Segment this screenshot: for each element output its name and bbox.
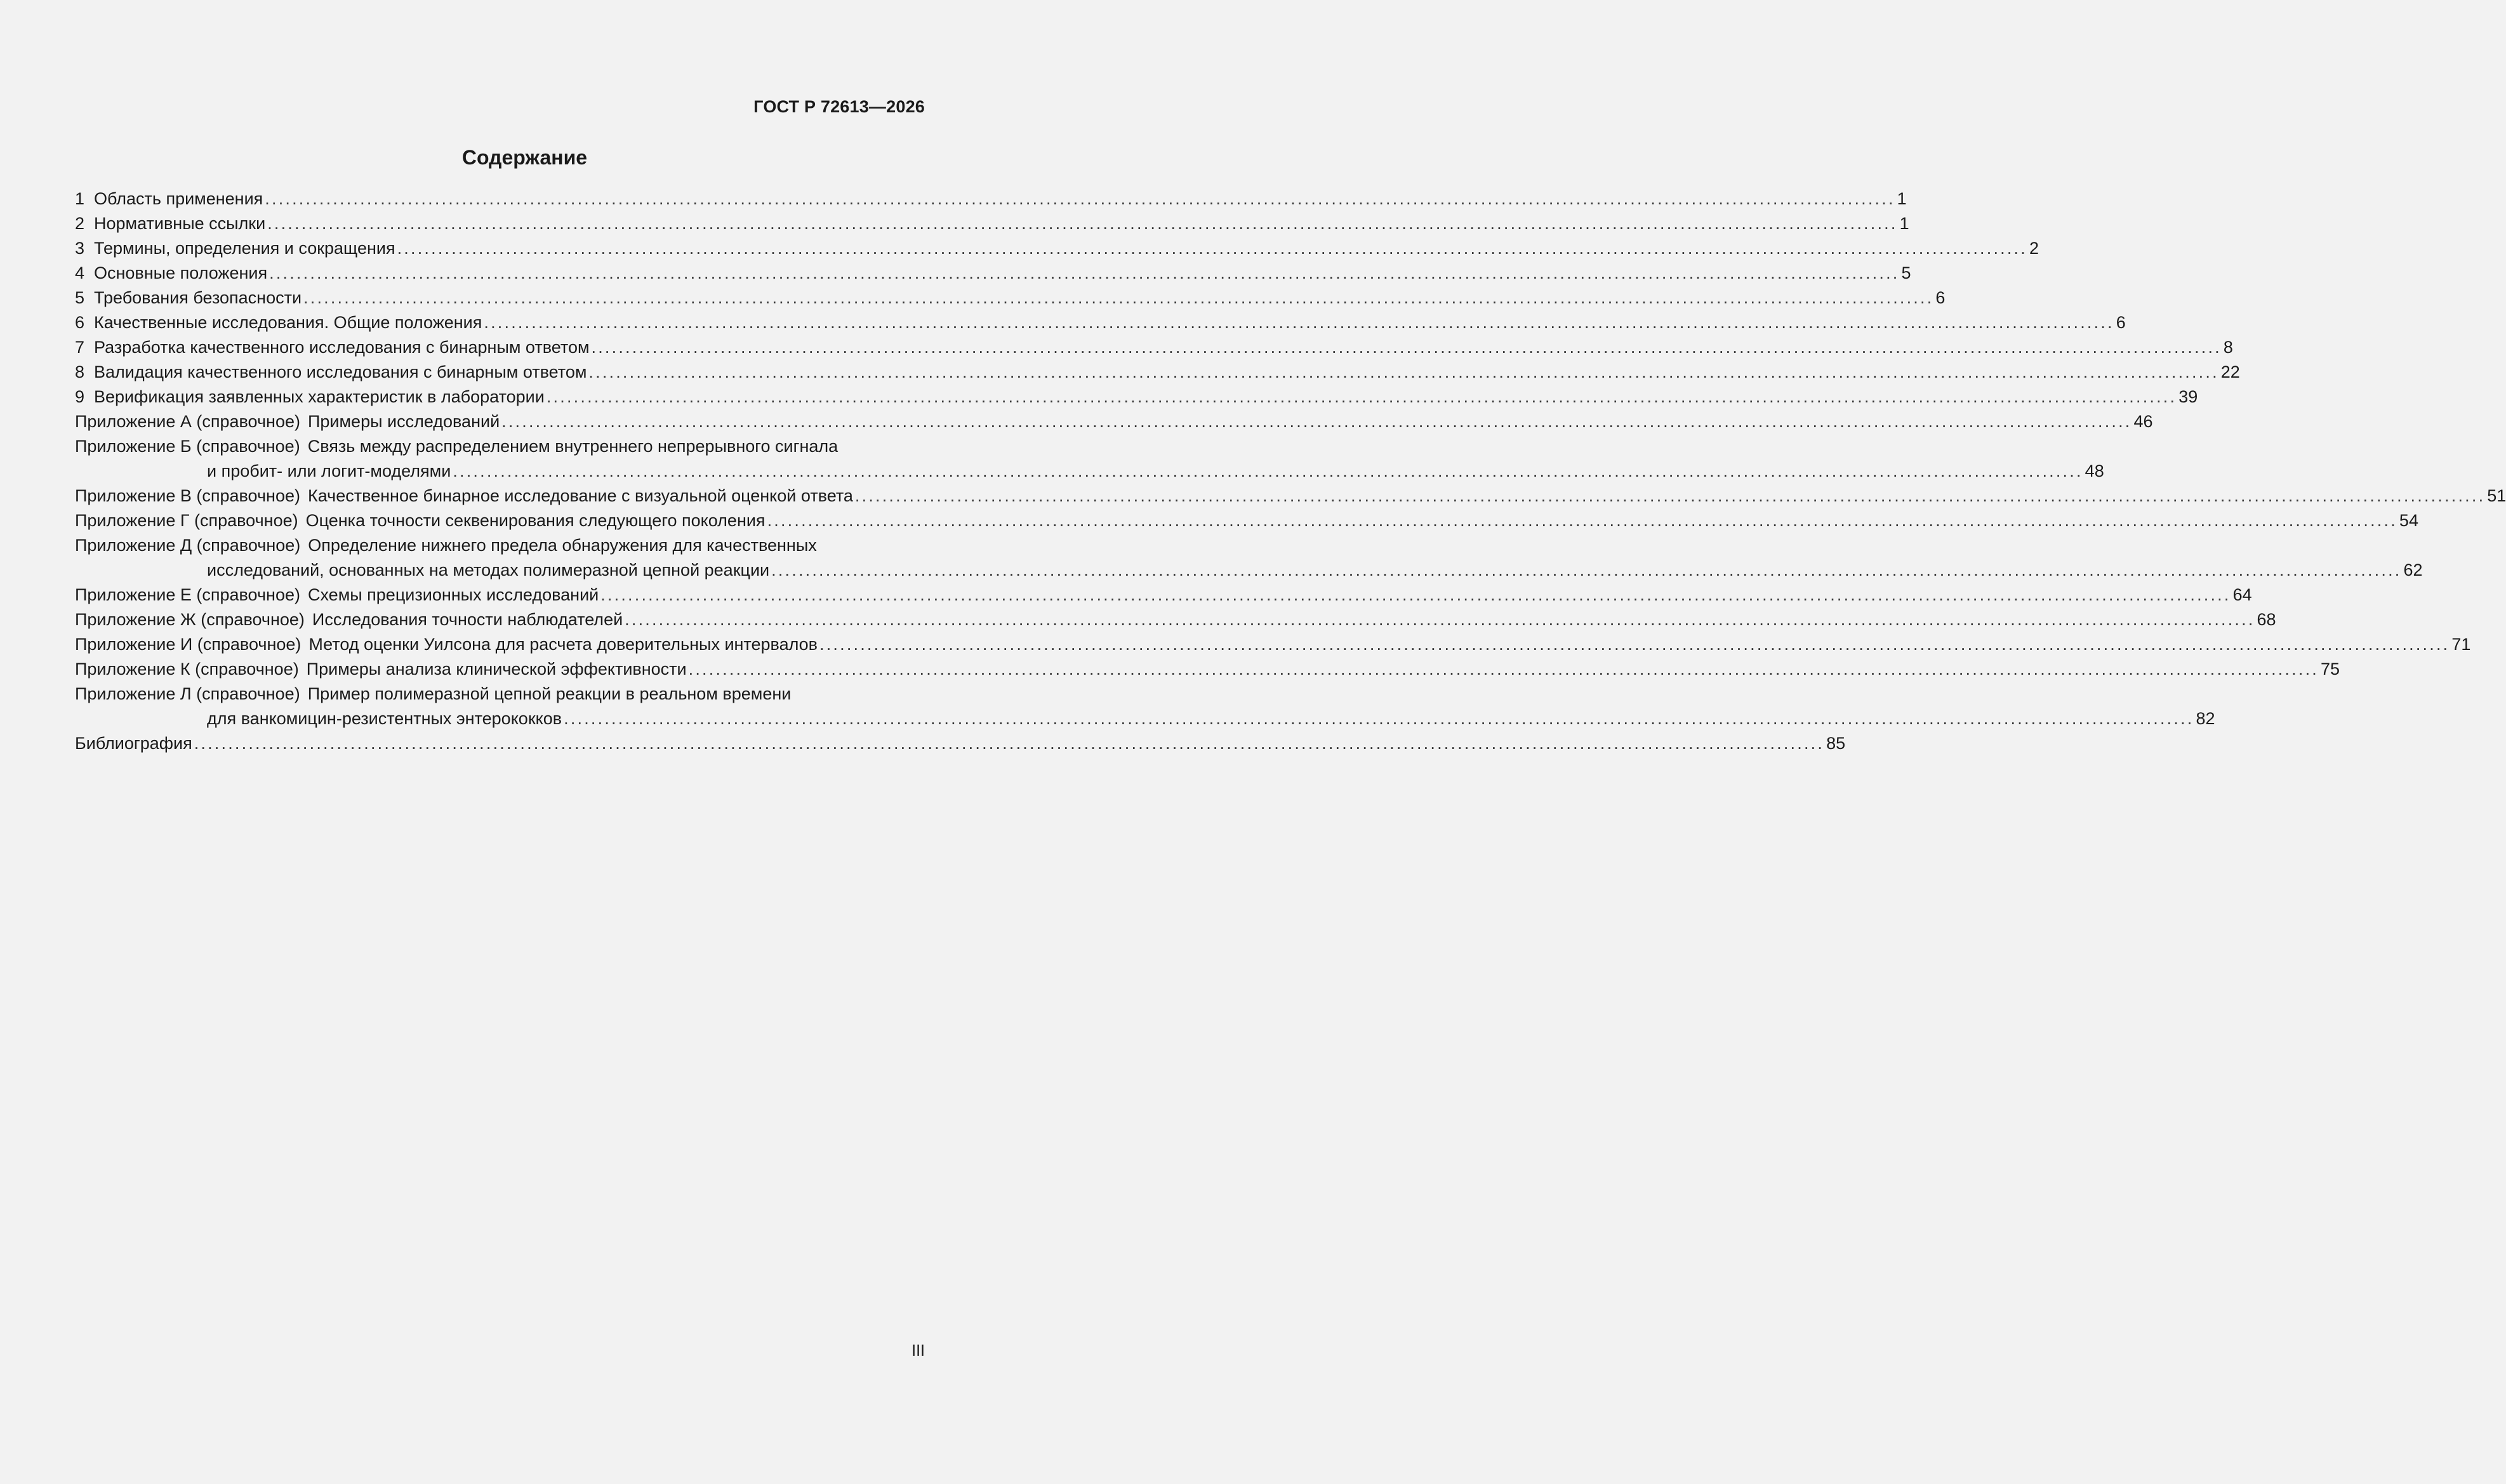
toc-entry-title: Основные положения <box>94 263 268 282</box>
toc-entry-title: Нормативные ссылки <box>94 214 266 233</box>
appendix-label: Приложение Д (справочное) <box>75 536 301 555</box>
toc-entry[interactable] <box>75 187 1907 211</box>
toc-appendix-entry[interactable] <box>75 632 2471 657</box>
dot-leader: ................................................................................................................................................................................................................................................ <box>688 659 2319 679</box>
toc-appendix-continuation[interactable] <box>75 558 2423 583</box>
appendix-label: Приложение Л (справочное) <box>75 684 300 703</box>
dot-leader: ................................................................................................................................................................................................................................................ <box>265 189 1895 208</box>
appendix-title-continuation: исследований, основанных на методах полимеразной цепной реакции <box>207 560 770 580</box>
toc-appendix-entry[interactable] <box>75 657 2340 682</box>
toc-appendix-entry[interactable] <box>75 508 2418 533</box>
toc-entry[interactable] <box>75 286 1946 310</box>
appendix-page: 48 <box>2085 461 2104 480</box>
appendix-title: Метод оценки Уилсона для расчета доверительных интервалов <box>308 635 818 654</box>
toc-entry-page: 2 <box>2029 239 2039 258</box>
toc-entry-title: Валидация качественного исследования с бинарным ответом <box>94 362 587 381</box>
dot-leader: ................................................................................................................................................................................................................................................ <box>771 560 2402 580</box>
toc-entry-page: 1 <box>1899 214 1909 233</box>
appendix-label: Приложение Е (справочное) <box>75 585 300 604</box>
appendix-title: Оценка точности секвенирования следующего поколения <box>305 511 766 530</box>
appendix-page: 51 <box>2487 486 2506 505</box>
appendix-page: 64 <box>2232 585 2252 604</box>
toc-entry-page: 6 <box>2116 313 2126 332</box>
dot-leader: ................................................................................................................................................................................................................................................ <box>591 338 2222 357</box>
appendix-page: 75 <box>2321 659 2340 679</box>
toc-entry-number: 7 <box>75 338 85 357</box>
appendix-page: 82 <box>2196 709 2215 728</box>
dot-leader: ................................................................................................................................................................................................................................................ <box>501 412 2132 431</box>
dot-leader: ................................................................................................................................................................................................................................................ <box>600 585 2231 604</box>
toc-entry-number: 1 <box>75 189 85 208</box>
toc-appendix-continuation[interactable] <box>75 706 2215 731</box>
appendix-title-continuation: и пробит- или логит-моделями <box>207 461 451 480</box>
toc-entry-page: 22 <box>2220 362 2240 381</box>
toc-entry-number: 2 <box>75 214 85 233</box>
appendix-page: 54 <box>2399 511 2418 530</box>
dot-leader: ................................................................................................................................................................................................................................................ <box>267 214 1898 233</box>
toc-entry[interactable] <box>75 360 2240 385</box>
appendix-title: Исследования точности наблюдателей <box>312 610 623 629</box>
dot-leader: ................................................................................................................................................................................................................................................ <box>269 263 1900 282</box>
document-code: ГОСТ Р 72613—2026 <box>753 97 925 116</box>
toc-appendix-entry[interactable] <box>75 583 2252 607</box>
toc-entry-page: 8 <box>2223 338 2233 357</box>
toc-entry-title: Разработка качественного исследования с бинарным ответом <box>94 338 590 357</box>
appendix-label: Приложение А (справочное) <box>75 412 300 431</box>
table-of-contents <box>75 187 2506 756</box>
appendix-title: Схемы прецизионных исследований <box>307 585 599 604</box>
toc-entry-page: 1 <box>1897 189 1907 208</box>
toc-appendix-entry[interactable] <box>75 607 2276 632</box>
toc-entry-page: 5 <box>1901 263 1911 282</box>
toc-entry[interactable] <box>75 261 1911 286</box>
appendix-title: Примеры исследований <box>307 412 500 431</box>
toc-entry-page: 6 <box>1935 288 1946 307</box>
appendix-label: Приложение В (справочное) <box>75 486 300 505</box>
toc-entry[interactable] <box>75 211 1909 236</box>
toc-appendix-entry[interactable] <box>75 409 2153 434</box>
toc-entry-number: 8 <box>75 362 85 381</box>
dot-leader: ................................................................................................................................................................................................................................................ <box>767 511 2397 530</box>
appendix-page: 68 <box>2257 610 2276 629</box>
appendix-title-continuation: для ванкомицин-резистентных энтерококков <box>207 709 562 728</box>
appendix-label: Приложение Ж (справочное) <box>75 610 305 629</box>
toc-bibliography-entry[interactable] <box>75 731 1846 756</box>
toc-appendix-entry[interactable] <box>75 533 925 558</box>
toc-entry-title: Качественные исследования. Общие положения <box>94 313 482 332</box>
toc-entry-number: 3 <box>75 239 85 258</box>
bibliography-page: 85 <box>1826 734 1846 753</box>
toc-entry[interactable] <box>75 236 2039 261</box>
toc-appendix-continuation[interactable] <box>75 459 2104 484</box>
dot-leader: ................................................................................................................................................................................................................................................ <box>303 288 1934 307</box>
dot-leader: ................................................................................................................................................................................................................................................ <box>397 239 2027 258</box>
toc-entry-title: Верификация заявленных характеристик в лаборатории <box>94 387 545 406</box>
toc-entry-number: 5 <box>75 288 85 307</box>
toc-entry-number: 9 <box>75 387 85 406</box>
dot-leader: ................................................................................................................................................................................................................................................ <box>854 486 2486 505</box>
appendix-page: 71 <box>2451 635 2471 654</box>
appendix-title: Пример полимеразной цепной реакции в реальном времени <box>307 684 792 703</box>
dot-leader: ................................................................................................................................................................................................................................................ <box>484 313 2114 332</box>
toc-entry-number: 4 <box>75 263 85 282</box>
dot-leader: ................................................................................................................................................................................................................................................ <box>453 461 2083 480</box>
dot-leader: ................................................................................................................................................................................................................................................ <box>588 362 2219 381</box>
page-number: III <box>912 1342 925 1360</box>
appendix-label: Приложение К (справочное) <box>75 659 299 679</box>
appendix-page: 62 <box>2403 560 2423 580</box>
toc-entry[interactable] <box>75 310 2126 335</box>
toc-entry-title: Термины, определения и сокращения <box>94 239 395 258</box>
toc-appendix-entry[interactable] <box>75 484 2506 508</box>
dot-leader: ................................................................................................................................................................................................................................................ <box>819 635 2450 654</box>
toc-entry[interactable] <box>75 335 2233 360</box>
appendix-page: 46 <box>2133 412 2153 431</box>
toc-entry-number: 6 <box>75 313 85 332</box>
dot-leader: ................................................................................................................................................................................................................................................ <box>546 387 2177 406</box>
toc-entry[interactable] <box>75 385 2198 409</box>
appendix-label: Приложение Б (справочное) <box>75 437 300 456</box>
bibliography-title: Библиография <box>75 734 192 753</box>
dot-leader: ................................................................................................................................................................................................................................................ <box>564 709 2194 728</box>
toc-entry-title: Область применения <box>94 189 263 208</box>
appendix-label: Приложение Г (справочное) <box>75 511 298 530</box>
dot-leader: ................................................................................................................................................................................................................................................ <box>625 610 2255 629</box>
toc-entry-title: Требования безопасности <box>94 288 302 307</box>
toc-appendix-entry[interactable] <box>75 434 925 459</box>
appendix-title: Определение нижнего предела обнаружения для качественных <box>308 536 817 555</box>
appendix-title: Связь между распределением внутреннего непрерывного сигнала <box>307 437 839 456</box>
appendix-title: Примеры анализа клинической эффективности <box>306 659 687 679</box>
appendix-label: Приложение И (справочное) <box>75 635 302 654</box>
toc-entry-page: 39 <box>2178 387 2198 406</box>
dot-leader: ................................................................................................................................................................................................................................................ <box>194 734 1825 753</box>
toc-title: Содержание <box>461 146 588 169</box>
appendix-title: Качественное бинарное исследование с визуальной оценкой ответа <box>307 486 853 505</box>
toc-appendix-entry[interactable] <box>75 682 925 706</box>
